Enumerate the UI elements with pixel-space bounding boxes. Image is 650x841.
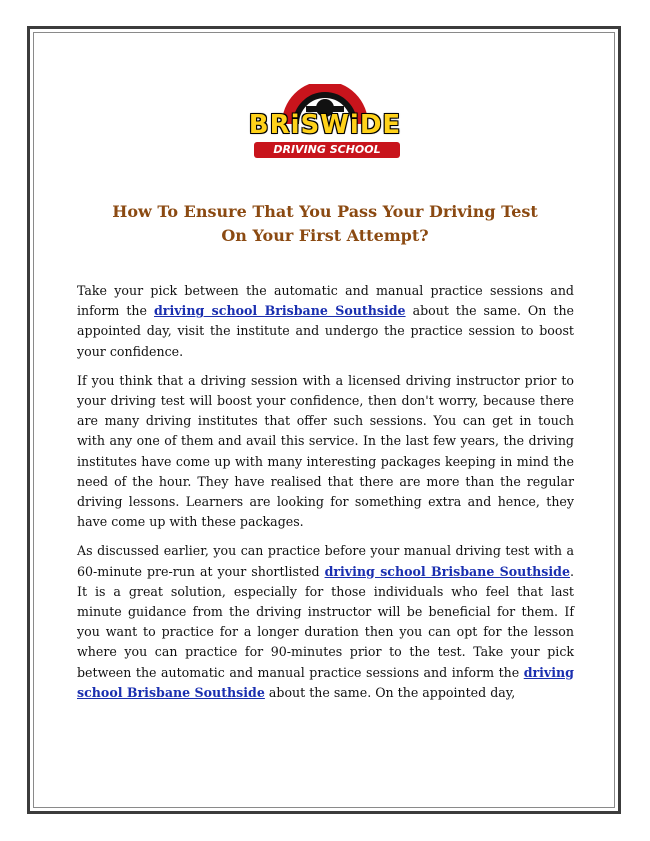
driving-school-link[interactable]: driving school Brisbane Southside: [324, 563, 570, 579]
paragraph-2: If you think that a driving session with a licensed driving instructor prior to your driving test will boost your confidence, then don't worry, because there are many driving institutes that offer such sessions. You can get in touch with any one of them and avail this service. In the last few years, the driving institutes have come up with many interesting packages keeping in mind the need of the hour. They have realised that there are more than the regular driving lessons. Learners are looking for something extra and hence, they have come up with these packages.: [77, 372, 574, 530]
paragraph-3-text-c: about the same. On the appointed day,: [264, 684, 516, 700]
logo-subtitle: DRIVING SCHOOL: [254, 142, 400, 158]
title-line-2: On Your First Attempt?: [221, 226, 429, 245]
document-title: [60, 200, 590, 248]
driving-school-link[interactable]: driving school Brisbane Southside: [77, 664, 574, 700]
logo-wordmark: BRiSWiDE: [248, 110, 402, 140]
paragraph-3-text-b: . It is a great solution, especially for those individuals who feel that last minute guidance from the driving instructor will be beneficial for them. If you want to practice for a longer duration then you can opt for the lesson where you can practice for 90-minutes prior to the test. Take your pick between the automatic and manual practice sessions and inform the: [77, 563, 575, 680]
paragraph-3: [77, 541, 574, 703]
paragraph-1: [77, 281, 574, 362]
paragraph-1-text-a: Take your pick between the automatic and manual practice sessions and inform the: [77, 283, 574, 319]
title-line-1: How To Ensure That You Pass Your Driving Test: [112, 202, 538, 221]
paragraph-3-text-a: As discussed earlier, you can practice before your manual driving test with a 60-minute pre-run at your shortlisted: [77, 543, 574, 579]
document-body: [77, 281, 574, 712]
driving-school-link[interactable]: driving school Brisbane Southside: [154, 303, 406, 319]
paragraph-1-text-b: about the same. On the appointed day, visit the institute and undergo the practice session to boost your confidence.: [77, 303, 575, 359]
briswide-logo: [236, 84, 414, 162]
